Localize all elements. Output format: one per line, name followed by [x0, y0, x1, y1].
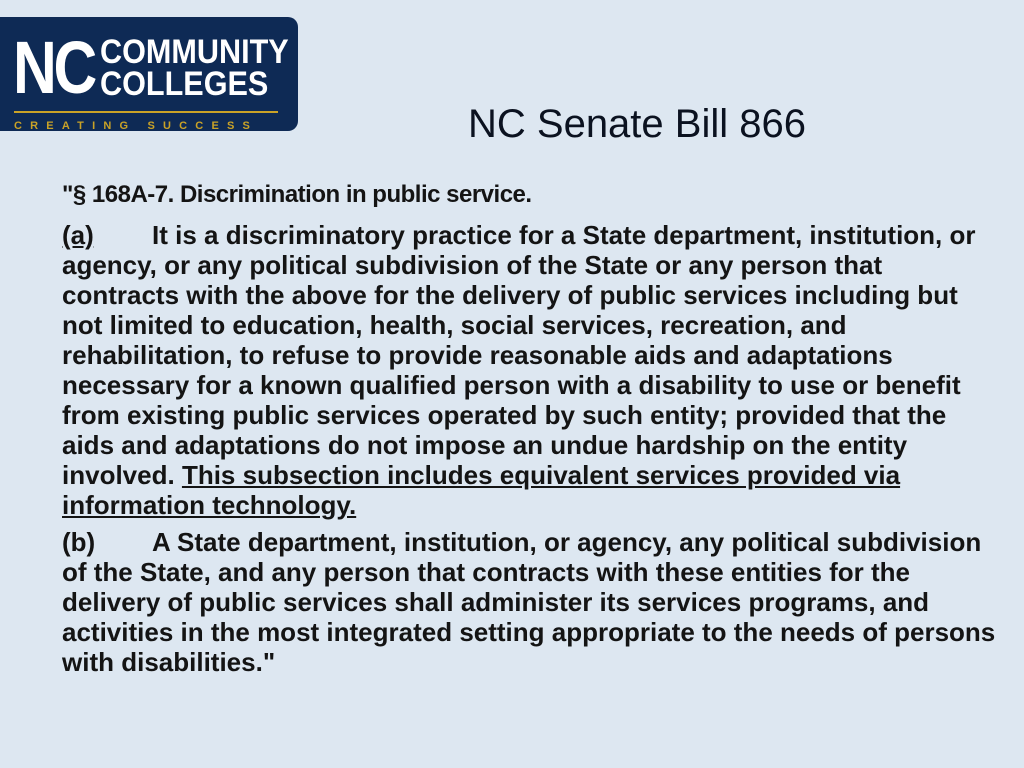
logo-initials: NC	[13, 26, 95, 109]
slide-title: NC Senate Bill 866	[468, 102, 806, 146]
subsection-b-label: (b)	[62, 527, 96, 557]
subsection-a-label: (a)	[62, 220, 94, 250]
slide-body	[62, 180, 1002, 684]
logo-line-2: COLLEGES	[100, 65, 269, 103]
logo-tagline: CREATING SUCCESS	[14, 120, 259, 132]
subsection-b-text: A State department, institution, or agency, any political subdivision of the State, and any person that contracts with these entities for the delivery of public services shall administer its services programs, and activities in the most integrated setting appropriate to the needs of persons with disabilities."	[62, 527, 996, 677]
subsection-a-text: It is a discriminatory practice for a State department, institution, or agency, or any political subdivision of the State or any person that contracts with the above for the delivery of public services including but not limited to education, health, social services, recreation, and rehabilitation, to refuse to provide reasonable aids and adaptations necessary for a known qualified person with a disability to use or benefit from existing public services operated by such entity; provided that the aids and adaptations do not impose an undue hardship on the entity involved.	[62, 220, 976, 490]
statute-heading: "§ 168A-7. Discrimination in public service.	[62, 181, 532, 208]
subsection-b	[62, 527, 1002, 677]
logo-divider	[14, 111, 278, 113]
subsection-a-underlined-text: This subsection includes equivalent services provided via information technology.	[62, 460, 901, 520]
logo-line-1: COMMUNITY	[100, 33, 289, 71]
logo-wordmark	[100, 33, 289, 103]
subsection-a	[62, 220, 1002, 520]
nc-community-colleges-logo	[0, 17, 298, 131]
